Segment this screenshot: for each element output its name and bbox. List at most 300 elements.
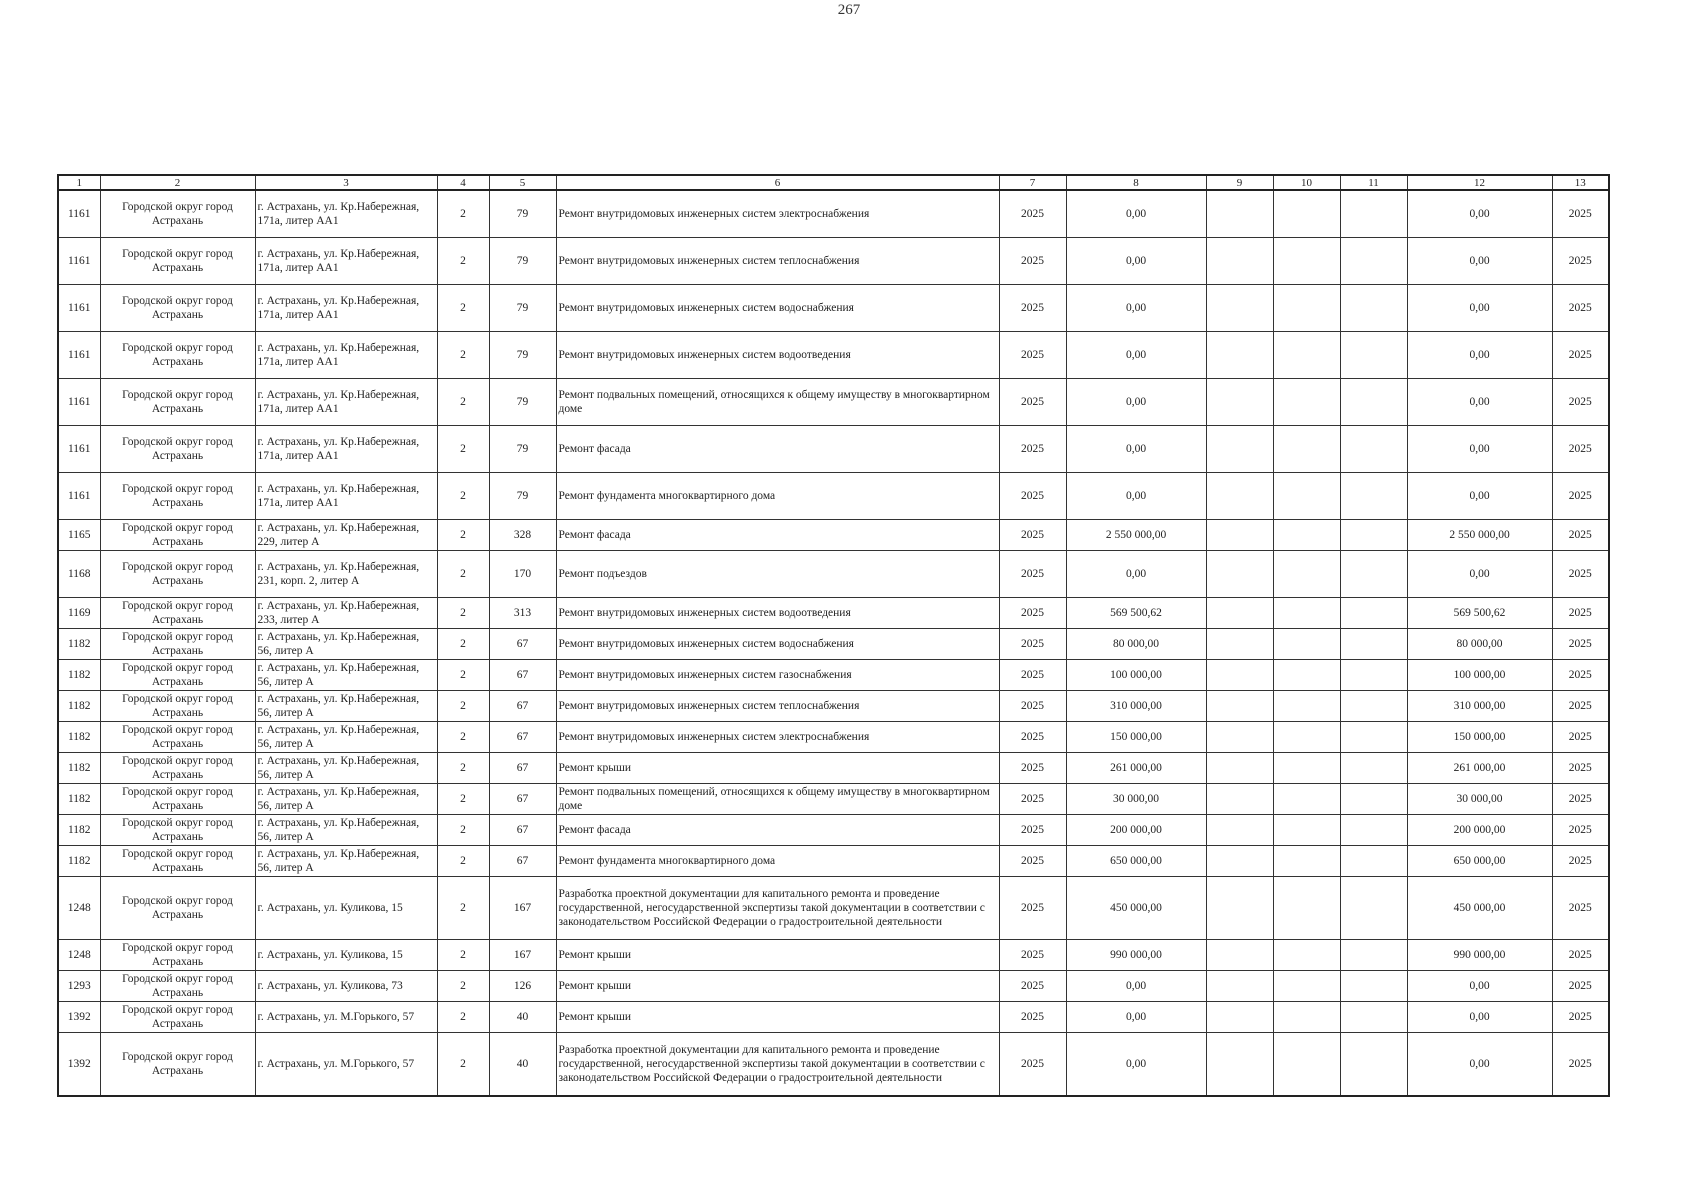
cell-address: г. Астрахань, ул. Кр.Набережная, 233, литер А (255, 598, 437, 629)
cell-cost: 990 000,00 (1066, 940, 1206, 971)
cell-year-end: 2025 (1552, 660, 1609, 691)
cell-col11 (1340, 660, 1407, 691)
cell-col11 (1340, 784, 1407, 815)
cell-col11 (1340, 379, 1407, 426)
cell-col10 (1273, 238, 1340, 285)
cell-cost-total: 0,00 (1407, 190, 1552, 238)
cell-house-id: 1248 (58, 940, 100, 971)
cell-house-id: 1161 (58, 473, 100, 520)
cell-year-end: 2025 (1552, 332, 1609, 379)
cell-cost-total: 0,00 (1407, 426, 1552, 473)
cell-col9 (1206, 285, 1273, 332)
cell-col5: 79 (489, 238, 556, 285)
cell-col5: 40 (489, 1002, 556, 1033)
cell-work-type: Ремонт внутридомовых инженерных систем теплоснабжения (556, 691, 999, 722)
cell-year: 2025 (999, 1002, 1066, 1033)
cell-address: г. Астрахань, ул. Кр.Набережная, 56, литер А (255, 815, 437, 846)
table-row (58, 551, 1609, 598)
cell-year-end: 2025 (1552, 877, 1609, 940)
table-row (58, 1033, 1609, 1097)
cell-work-type: Ремонт внутридомовых инженерных систем водоснабжения (556, 629, 999, 660)
cell-municipality: Городской округ город Астрахань (100, 753, 255, 784)
cell-cost: 2 550 000,00 (1066, 520, 1206, 551)
cell-work-type: Ремонт крыши (556, 753, 999, 784)
cell-work-type: Ремонт фундамента многоквартирного дома (556, 473, 999, 520)
column-header: 9 (1206, 175, 1273, 190)
cell-year: 2025 (999, 753, 1066, 784)
table-row (58, 846, 1609, 877)
cell-col5: 40 (489, 1033, 556, 1097)
cell-municipality: Городской округ город Астрахань (100, 598, 255, 629)
cell-year-end: 2025 (1552, 753, 1609, 784)
cell-address: г. Астрахань, ул. Кр.Набережная, 56, литер А (255, 753, 437, 784)
cell-house-id: 1293 (58, 971, 100, 1002)
cell-year: 2025 (999, 722, 1066, 753)
cell-address: г. Астрахань, ул. Куликова, 15 (255, 877, 437, 940)
cell-work-type: Ремонт крыши (556, 940, 999, 971)
cell-col10 (1273, 332, 1340, 379)
cell-col9 (1206, 426, 1273, 473)
cell-col5: 79 (489, 285, 556, 332)
table-body (58, 190, 1609, 1096)
cell-year: 2025 (999, 598, 1066, 629)
cell-col11 (1340, 473, 1407, 520)
cell-work-type: Ремонт фасада (556, 815, 999, 846)
column-header: 6 (556, 175, 999, 190)
cell-col5: 79 (489, 332, 556, 379)
cell-col11 (1340, 598, 1407, 629)
cell-municipality: Городской округ город Астрахань (100, 846, 255, 877)
cell-work-type: Ремонт крыши (556, 1002, 999, 1033)
cell-col5: 67 (489, 722, 556, 753)
cell-col11 (1340, 190, 1407, 238)
cell-col11 (1340, 1002, 1407, 1033)
cell-work-type: Разработка проектной документации для капитального ремонта и проведение государственной, негосударственной экспертизы такой документации в соответствии с законодательством Российской Федерации о градостроительной деятельности (556, 877, 999, 940)
cell-year: 2025 (999, 971, 1066, 1002)
cell-work-type: Ремонт фасада (556, 520, 999, 551)
cell-col10 (1273, 660, 1340, 691)
cell-col10 (1273, 846, 1340, 877)
cell-col10 (1273, 1033, 1340, 1097)
cell-address: г. Астрахань, ул. Кр.Набережная, 171а, литер АА1 (255, 190, 437, 238)
cell-year-end: 2025 (1552, 846, 1609, 877)
cell-address: г. Астрахань, ул. Кр.Набережная, 231, корп. 2, литер А (255, 551, 437, 598)
cell-municipality: Городской округ город Астрахань (100, 722, 255, 753)
cell-cost-total: 0,00 (1407, 332, 1552, 379)
cell-col4: 2 (437, 520, 489, 551)
cell-col4: 2 (437, 971, 489, 1002)
cell-col4: 2 (437, 629, 489, 660)
cell-year: 2025 (999, 660, 1066, 691)
cell-col4: 2 (437, 379, 489, 426)
cell-house-id: 1182 (58, 784, 100, 815)
table-row (58, 426, 1609, 473)
cell-address: г. Астрахань, ул. Кр.Набережная, 56, литер А (255, 629, 437, 660)
cell-municipality: Городской округ город Астрахань (100, 379, 255, 426)
cell-year-end: 2025 (1552, 285, 1609, 332)
cell-col10 (1273, 753, 1340, 784)
cell-address: г. Астрахань, ул. Кр.Набережная, 171а, литер АА1 (255, 285, 437, 332)
cell-col11 (1340, 629, 1407, 660)
cell-house-id: 1182 (58, 846, 100, 877)
cell-cost-total: 310 000,00 (1407, 691, 1552, 722)
cell-col10 (1273, 971, 1340, 1002)
table-row (58, 285, 1609, 332)
cell-house-id: 1161 (58, 238, 100, 285)
cell-address: г. Астрахань, ул. Кр.Набережная, 56, литер А (255, 784, 437, 815)
column-header: 8 (1066, 175, 1206, 190)
cell-year-end: 2025 (1552, 940, 1609, 971)
cell-work-type: Ремонт внутридомовых инженерных систем электроснабжения (556, 722, 999, 753)
table-row (58, 691, 1609, 722)
cell-col5: 67 (489, 784, 556, 815)
cell-cost-total: 650 000,00 (1407, 846, 1552, 877)
cell-cost-total: 0,00 (1407, 551, 1552, 598)
cell-cost: 0,00 (1066, 426, 1206, 473)
cell-year: 2025 (999, 784, 1066, 815)
cell-year: 2025 (999, 877, 1066, 940)
capital-repair-table (57, 174, 1610, 1097)
cell-address: г. Астрахань, ул. М.Горького, 57 (255, 1033, 437, 1097)
cell-cost: 150 000,00 (1066, 722, 1206, 753)
cell-col11 (1340, 520, 1407, 551)
cell-col9 (1206, 815, 1273, 846)
cell-cost-total: 0,00 (1407, 238, 1552, 285)
cell-col5: 79 (489, 426, 556, 473)
cell-year: 2025 (999, 285, 1066, 332)
cell-house-id: 1169 (58, 598, 100, 629)
cell-col4: 2 (437, 190, 489, 238)
cell-year-end: 2025 (1552, 426, 1609, 473)
cell-col4: 2 (437, 238, 489, 285)
cell-municipality: Городской округ город Астрахань (100, 815, 255, 846)
cell-col10 (1273, 815, 1340, 846)
cell-col10 (1273, 877, 1340, 940)
cell-col9 (1206, 971, 1273, 1002)
table-row (58, 815, 1609, 846)
cell-col5: 67 (489, 629, 556, 660)
cell-year-end: 2025 (1552, 551, 1609, 598)
cell-year: 2025 (999, 473, 1066, 520)
cell-house-id: 1161 (58, 426, 100, 473)
cell-col11 (1340, 426, 1407, 473)
cell-cost-total: 100 000,00 (1407, 660, 1552, 691)
cell-year: 2025 (999, 426, 1066, 473)
cell-col5: 313 (489, 598, 556, 629)
cell-col4: 2 (437, 940, 489, 971)
column-header: 4 (437, 175, 489, 190)
cell-cost-total: 80 000,00 (1407, 629, 1552, 660)
cell-address: г. Астрахань, ул. Кр.Набережная, 171а, литер АА1 (255, 379, 437, 426)
table-row (58, 598, 1609, 629)
cell-cost-total: 2 550 000,00 (1407, 520, 1552, 551)
table-row (58, 784, 1609, 815)
cell-cost: 200 000,00 (1066, 815, 1206, 846)
cell-year-end: 2025 (1552, 473, 1609, 520)
cell-year-end: 2025 (1552, 1002, 1609, 1033)
column-header: 10 (1273, 175, 1340, 190)
cell-year: 2025 (999, 551, 1066, 598)
cell-municipality: Городской округ город Астрахань (100, 877, 255, 940)
cell-col11 (1340, 846, 1407, 877)
cell-col11 (1340, 722, 1407, 753)
cell-municipality: Городской округ город Астрахань (100, 1002, 255, 1033)
cell-house-id: 1168 (58, 551, 100, 598)
cell-col5: 328 (489, 520, 556, 551)
cell-cost-total: 0,00 (1407, 1002, 1552, 1033)
cell-col10 (1273, 520, 1340, 551)
cell-municipality: Городской округ город Астрахань (100, 332, 255, 379)
cell-cost: 100 000,00 (1066, 660, 1206, 691)
cell-col11 (1340, 971, 1407, 1002)
cell-house-id: 1182 (58, 660, 100, 691)
cell-col4: 2 (437, 722, 489, 753)
cell-col5: 79 (489, 190, 556, 238)
cell-municipality: Городской округ город Астрахань (100, 691, 255, 722)
cell-address: г. Астрахань, ул. Кр.Набережная, 171а, литер АА1 (255, 332, 437, 379)
cell-house-id: 1161 (58, 332, 100, 379)
cell-col10 (1273, 629, 1340, 660)
cell-work-type: Ремонт подвальных помещений, относящихся к общему имуществу в многоквартирном доме (556, 784, 999, 815)
cell-col9 (1206, 520, 1273, 551)
cell-address: г. Астрахань, ул. Кр.Набережная, 229, литер А (255, 520, 437, 551)
cell-cost-total: 0,00 (1407, 473, 1552, 520)
cell-year: 2025 (999, 940, 1066, 971)
cell-col5: 67 (489, 846, 556, 877)
cell-year-end: 2025 (1552, 520, 1609, 551)
table-row (58, 753, 1609, 784)
cell-cost-total: 30 000,00 (1407, 784, 1552, 815)
cell-col9 (1206, 846, 1273, 877)
cell-house-id: 1161 (58, 379, 100, 426)
table-row (58, 629, 1609, 660)
cell-col9 (1206, 691, 1273, 722)
cell-municipality: Городской округ город Астрахань (100, 784, 255, 815)
cell-col4: 2 (437, 285, 489, 332)
cell-municipality: Городской округ город Астрахань (100, 520, 255, 551)
table-row (58, 940, 1609, 971)
table-row (58, 1002, 1609, 1033)
cell-house-id: 1182 (58, 753, 100, 784)
cell-cost: 261 000,00 (1066, 753, 1206, 784)
cell-year-end: 2025 (1552, 971, 1609, 1002)
cell-work-type: Ремонт внутридомовых инженерных систем газоснабжения (556, 660, 999, 691)
cell-col4: 2 (437, 551, 489, 598)
cell-col4: 2 (437, 1002, 489, 1033)
table-row (58, 722, 1609, 753)
column-header: 1 (58, 175, 100, 190)
cell-col9 (1206, 1033, 1273, 1097)
column-header: 5 (489, 175, 556, 190)
cell-municipality: Городской округ город Астрахань (100, 940, 255, 971)
cell-house-id: 1392 (58, 1002, 100, 1033)
cell-year: 2025 (999, 379, 1066, 426)
cell-col10 (1273, 598, 1340, 629)
cell-year-end: 2025 (1552, 629, 1609, 660)
cell-cost: 569 500,62 (1066, 598, 1206, 629)
cell-col10 (1273, 691, 1340, 722)
cell-cost: 0,00 (1066, 285, 1206, 332)
cell-cost-total: 0,00 (1407, 379, 1552, 426)
cell-col5: 67 (489, 815, 556, 846)
cell-col9 (1206, 940, 1273, 971)
column-header: 12 (1407, 175, 1552, 190)
cell-col4: 2 (437, 426, 489, 473)
cell-municipality: Городской округ город Астрахань (100, 285, 255, 332)
cell-municipality: Городской округ город Астрахань (100, 473, 255, 520)
cell-year-end: 2025 (1552, 190, 1609, 238)
cell-col11 (1340, 551, 1407, 598)
cell-col4: 2 (437, 846, 489, 877)
cell-cost: 80 000,00 (1066, 629, 1206, 660)
cell-col11 (1340, 238, 1407, 285)
cell-col5: 67 (489, 660, 556, 691)
cell-col10 (1273, 722, 1340, 753)
cell-col11 (1340, 1033, 1407, 1097)
table-row (58, 473, 1609, 520)
cell-col4: 2 (437, 332, 489, 379)
cell-col11 (1340, 940, 1407, 971)
cell-year: 2025 (999, 238, 1066, 285)
cell-col11 (1340, 285, 1407, 332)
column-header: 7 (999, 175, 1066, 190)
cell-house-id: 1248 (58, 877, 100, 940)
cell-col10 (1273, 379, 1340, 426)
cell-address: г. Астрахань, ул. Кр.Набережная, 56, литер А (255, 691, 437, 722)
cell-municipality: Городской округ город Астрахань (100, 190, 255, 238)
cell-municipality: Городской округ город Астрахань (100, 426, 255, 473)
cell-col9 (1206, 784, 1273, 815)
cell-municipality: Городской округ город Астрахань (100, 238, 255, 285)
cell-house-id: 1182 (58, 815, 100, 846)
cell-col9 (1206, 190, 1273, 238)
cell-cost: 0,00 (1066, 190, 1206, 238)
cell-house-id: 1182 (58, 722, 100, 753)
cell-col11 (1340, 815, 1407, 846)
cell-col5: 126 (489, 971, 556, 1002)
cell-cost: 310 000,00 (1066, 691, 1206, 722)
cell-address: г. Астрахань, ул. Кр.Набережная, 56, литер А (255, 846, 437, 877)
cell-col11 (1340, 877, 1407, 940)
cell-cost: 0,00 (1066, 332, 1206, 379)
cell-year-end: 2025 (1552, 784, 1609, 815)
cell-work-type: Ремонт внутридомовых инженерных систем водоснабжения (556, 285, 999, 332)
table-row (58, 238, 1609, 285)
cell-cost: 0,00 (1066, 1033, 1206, 1097)
cell-cost: 30 000,00 (1066, 784, 1206, 815)
cell-col9 (1206, 238, 1273, 285)
cell-cost: 650 000,00 (1066, 846, 1206, 877)
column-header: 11 (1340, 175, 1407, 190)
cell-col9 (1206, 473, 1273, 520)
cell-address: г. Астрахань, ул. Кр.Набережная, 56, литер А (255, 660, 437, 691)
cell-work-type: Ремонт внутридомовых инженерных систем теплоснабжения (556, 238, 999, 285)
cell-col11 (1340, 332, 1407, 379)
cell-col4: 2 (437, 1033, 489, 1097)
table-row (58, 332, 1609, 379)
cell-col10 (1273, 1002, 1340, 1033)
cell-col4: 2 (437, 877, 489, 940)
cell-year-end: 2025 (1552, 722, 1609, 753)
cell-work-type: Ремонт подъездов (556, 551, 999, 598)
column-header: 2 (100, 175, 255, 190)
cell-col9 (1206, 753, 1273, 784)
cell-address: г. Астрахань, ул. Кр.Набережная, 171а, литер АА1 (255, 473, 437, 520)
cell-year-end: 2025 (1552, 379, 1609, 426)
cell-cost-total: 200 000,00 (1407, 815, 1552, 846)
cell-work-type: Ремонт подвальных помещений, относящихся к общему имуществу в многоквартирном доме (556, 379, 999, 426)
cell-cost-total: 990 000,00 (1407, 940, 1552, 971)
cell-col11 (1340, 753, 1407, 784)
cell-col5: 79 (489, 379, 556, 426)
column-header: 13 (1552, 175, 1609, 190)
cell-cost: 0,00 (1066, 971, 1206, 1002)
cell-col9 (1206, 629, 1273, 660)
cell-cost: 0,00 (1066, 238, 1206, 285)
cell-col4: 2 (437, 784, 489, 815)
cell-cost-total: 0,00 (1407, 971, 1552, 1002)
cell-col10 (1273, 551, 1340, 598)
cell-year: 2025 (999, 332, 1066, 379)
cell-cost: 0,00 (1066, 379, 1206, 426)
table-row (58, 520, 1609, 551)
table-row (58, 190, 1609, 238)
cell-cost: 0,00 (1066, 473, 1206, 520)
cell-col10 (1273, 190, 1340, 238)
cell-cost: 450 000,00 (1066, 877, 1206, 940)
cell-col10 (1273, 940, 1340, 971)
cell-year: 2025 (999, 691, 1066, 722)
cell-year-end: 2025 (1552, 691, 1609, 722)
cell-address: г. Астрахань, ул. Куликова, 73 (255, 971, 437, 1002)
cell-col9 (1206, 877, 1273, 940)
cell-col11 (1340, 691, 1407, 722)
cell-year: 2025 (999, 629, 1066, 660)
cell-year: 2025 (999, 1033, 1066, 1097)
cell-house-id: 1161 (58, 190, 100, 238)
cell-municipality: Городской округ город Астрахань (100, 971, 255, 1002)
cell-municipality: Городской округ город Астрахань (100, 660, 255, 691)
cell-cost-total: 450 000,00 (1407, 877, 1552, 940)
cell-year: 2025 (999, 846, 1066, 877)
cell-col10 (1273, 473, 1340, 520)
cell-cost-total: 261 000,00 (1407, 753, 1552, 784)
cell-cost: 0,00 (1066, 1002, 1206, 1033)
page-number: 267 (837, 2, 861, 18)
cell-work-type: Ремонт фундамента многоквартирного дома (556, 846, 999, 877)
cell-col10 (1273, 426, 1340, 473)
cell-year-end: 2025 (1552, 815, 1609, 846)
table-row (58, 660, 1609, 691)
cell-col9 (1206, 660, 1273, 691)
cell-col9 (1206, 551, 1273, 598)
cell-col5: 67 (489, 753, 556, 784)
cell-cost: 0,00 (1066, 551, 1206, 598)
cell-col9 (1206, 332, 1273, 379)
cell-col4: 2 (437, 815, 489, 846)
cell-municipality: Городской округ город Астрахань (100, 551, 255, 598)
cell-col10 (1273, 285, 1340, 332)
table-row (58, 877, 1609, 940)
cell-col4: 2 (437, 753, 489, 784)
cell-col9 (1206, 598, 1273, 629)
cell-house-id: 1182 (58, 629, 100, 660)
cell-year: 2025 (999, 815, 1066, 846)
cell-work-type: Разработка проектной документации для капитального ремонта и проведение государственной, негосударственной экспертизы такой документации в соответствии с законодательством Российской Федерации о градостроительной деятельности (556, 1033, 999, 1097)
cell-col4: 2 (437, 660, 489, 691)
cell-col4: 2 (437, 473, 489, 520)
cell-col9 (1206, 1002, 1273, 1033)
